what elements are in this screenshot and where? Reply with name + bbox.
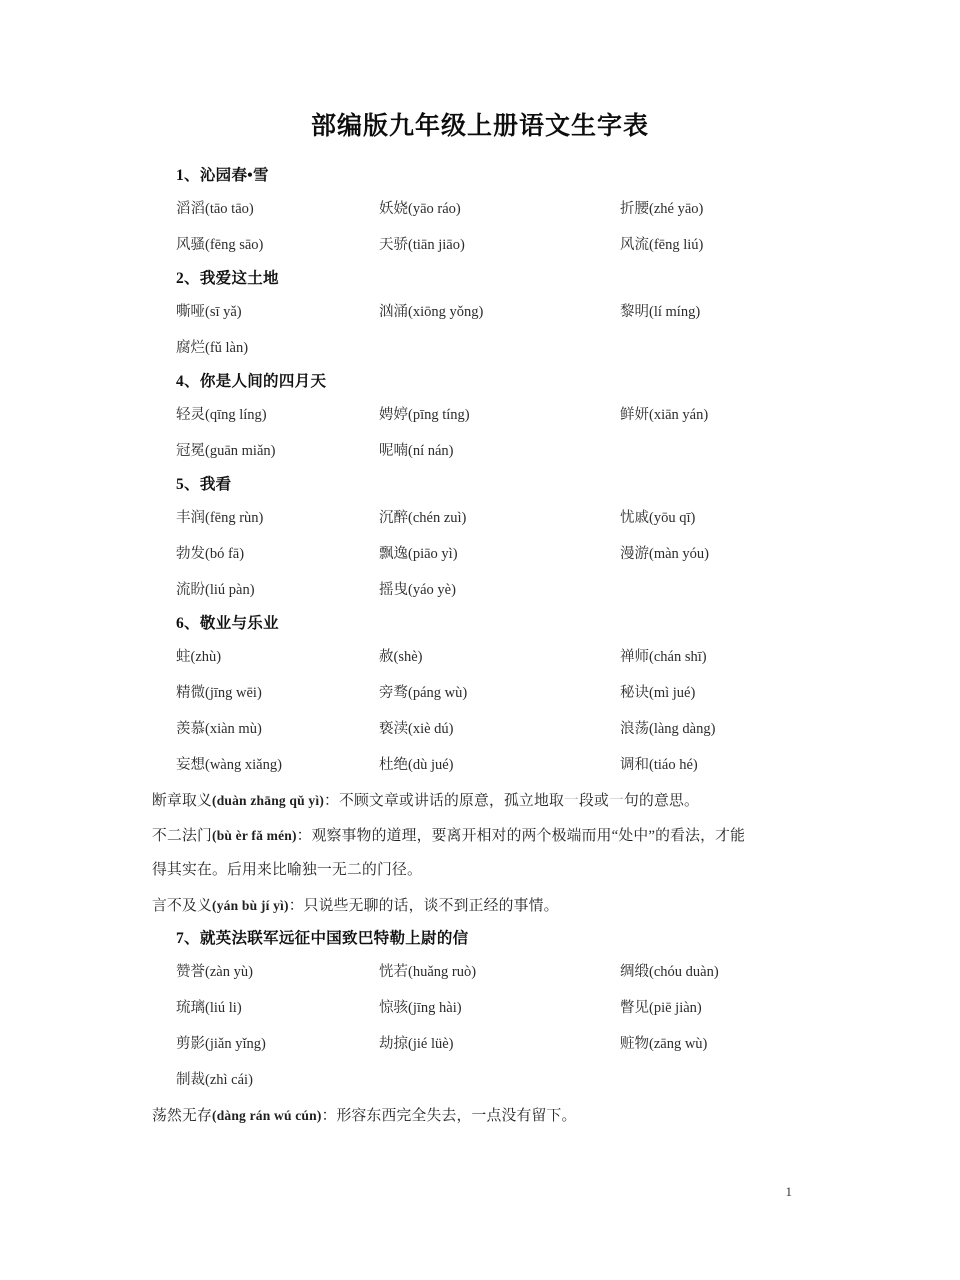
idiom-text-fragment: 断章取义 <box>152 793 212 809</box>
idiom-text-fragment: 荡然无存 <box>152 1108 212 1124</box>
word-entry: 流盼(liú pàn) <box>176 582 255 598</box>
word-entry: 冠冕(guān miǎn) <box>176 443 276 459</box>
word-row <box>176 639 886 675</box>
word-row <box>176 294 886 330</box>
idiom-text-fragment: 言不及义 <box>152 898 212 914</box>
word-entry: 飘逸(piāo yì) <box>379 546 458 562</box>
word-entry: 杜绝(dù jué) <box>379 757 454 773</box>
word-entry: 风骚(fēng sāo) <box>176 237 264 253</box>
word-entry: 腐烂(fǔ làn) <box>176 340 249 356</box>
word-entry: 赞誉(zàn yù) <box>176 964 253 980</box>
word-row <box>176 227 886 263</box>
word-row <box>176 536 886 572</box>
idiom-explanation-line <box>152 783 886 818</box>
idiom-text-fragment: 不二法门 <box>152 828 212 844</box>
word-row <box>176 954 886 990</box>
idiom-text-fragment: 一 <box>563 793 579 809</box>
lesson-heading: 7、就英法联军远征中国致巴特勒上尉的信 <box>176 930 469 947</box>
word-row <box>176 1026 886 1062</box>
lesson-heading: 6、敬业与乐业 <box>176 615 279 632</box>
idiom-explanation-line <box>152 888 886 923</box>
vocabulary-body <box>152 160 886 1133</box>
word-row <box>176 572 886 608</box>
word-entry: 沉醉(chén zuì) <box>379 510 467 526</box>
idiom-text-fragment: 句的意思。 <box>623 793 699 809</box>
word-entry: 轻灵(qīng líng) <box>176 407 267 423</box>
idiom-text-fragment: ：形容东西完全失去，一点没有留下。 <box>321 1108 577 1124</box>
word-entry: 漫游(màn yóu) <box>620 546 709 562</box>
word-row <box>176 191 886 227</box>
word-entry: 劫掠(jié lüè) <box>379 1036 454 1052</box>
word-entry: 秘诀(mì jué) <box>620 685 696 701</box>
word-entry: 黎明(lí míng) <box>620 304 701 320</box>
idiom-text-fragment: 段或 <box>578 793 609 809</box>
word-entry: 丰润(fēng rùn) <box>176 510 264 526</box>
lesson-heading: 4、你是人间的四月天 <box>176 373 327 390</box>
word-row <box>176 711 886 747</box>
word-entry: 浪荡(làng dàng) <box>620 721 716 737</box>
idiom-explanation-line <box>152 1098 886 1133</box>
word-entry: 折腰(zhé yāo) <box>620 201 704 217</box>
word-entry: 制裁(zhì cái) <box>176 1072 253 1088</box>
idiom-text-fragment: (bù èr fǎ mén) <box>212 828 297 843</box>
lesson-heading: 5、我看 <box>176 476 232 493</box>
word-row <box>176 1062 886 1098</box>
word-entry: 绸缎(chóu duàn) <box>620 964 719 980</box>
word-entry: 瞥见(piē jiàn) <box>620 1000 702 1016</box>
idiom-text-fragment: 一 <box>608 793 624 809</box>
word-entry: 羡慕(xiàn mù) <box>176 721 262 737</box>
word-entry: 蛀(zhù) <box>176 649 222 665</box>
word-entry: 调和(tiáo hé) <box>620 757 698 773</box>
word-row <box>176 433 886 469</box>
word-entry: 赦(shè) <box>379 649 423 665</box>
word-entry: 风流(fēng liú) <box>620 237 704 253</box>
word-entry: 摇曳(yáo yè) <box>379 582 456 598</box>
idiom-text-fragment: (dàng rán wú cún) <box>212 1108 322 1123</box>
word-entry: 鲜妍(xiān yán) <box>620 407 709 423</box>
word-row <box>176 500 886 536</box>
word-row <box>176 330 886 366</box>
word-row <box>176 675 886 711</box>
idiom-text-fragment: (duàn zhāng qǔ yì) <box>212 793 325 808</box>
idiom-text-fragment: (yán bù jí yì) <box>212 898 289 913</box>
word-entry: 妖娆(yāo ráo) <box>379 201 461 217</box>
word-entry: 娉婷(pīng tíng) <box>379 407 470 423</box>
word-entry: 琉璃(liú li) <box>176 1000 242 1016</box>
word-entry: 惊骇(jīng hài) <box>379 1000 462 1016</box>
word-entry: 勃发(bó fā) <box>176 546 245 562</box>
word-entry: 精微(jīng wēi) <box>176 685 262 701</box>
word-entry: 呢喃(ní nán) <box>379 443 454 459</box>
page-number: 1 <box>785 1184 792 1199</box>
word-row <box>176 990 886 1026</box>
idiom-text-fragment: ：不顾文章或讲话的原意，孤立地取 <box>324 793 564 809</box>
idiom-text-fragment: ：观察事物的道理，要离开相对的两个极端而用“处中”的看法，才能 <box>296 828 746 844</box>
word-entry: 妄想(wàng xiǎng) <box>176 757 282 773</box>
word-entry: 禅师(chán shī) <box>620 649 707 665</box>
idiom-explanation-line <box>152 853 886 888</box>
word-row <box>176 747 886 783</box>
word-entry: 亵渎(xiè dú) <box>379 721 454 737</box>
word-entry: 忧戚(yōu qī) <box>620 510 696 526</box>
word-entry: 剪影(jiǎn yǐng) <box>176 1036 266 1052</box>
word-entry: 嘶哑(sī yǎ) <box>176 304 242 320</box>
word-entry: 赃物(zāng wù) <box>620 1036 708 1052</box>
word-entry: 天骄(tiān jiāo) <box>379 237 465 253</box>
word-entry: 旁骛(páng wù) <box>379 685 468 701</box>
idiom-explanation-line <box>152 818 886 853</box>
word-entry: 滔滔(tāo tāo) <box>176 201 254 217</box>
idiom-text-fragment: ：只说些无聊的话，谈不到正经的事情。 <box>288 898 559 914</box>
word-entry: 汹涌(xiōng yǒng) <box>379 304 484 320</box>
idiom-text-fragment: 得其实在。后用来比喻独一无二的门径。 <box>152 862 422 878</box>
lesson-heading: 2、我爱这土地 <box>176 270 279 287</box>
word-row <box>176 397 886 433</box>
word-entry: 恍若(huǎng ruò) <box>379 964 477 980</box>
page-title: 部编版九年级上册语文生字表 <box>310 113 649 140</box>
lesson-heading: 1、沁园春•雪 <box>176 167 269 184</box>
